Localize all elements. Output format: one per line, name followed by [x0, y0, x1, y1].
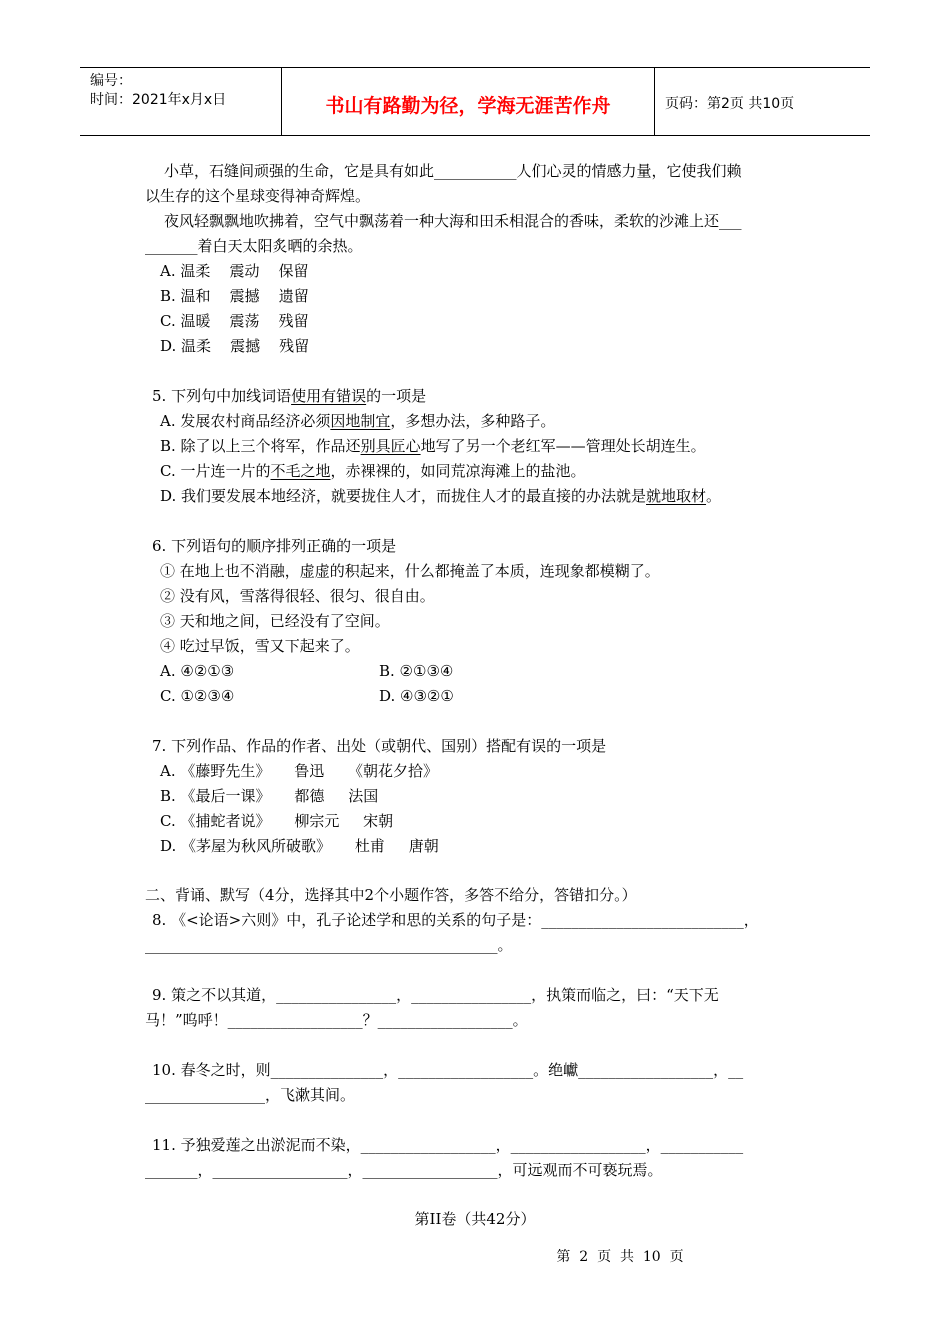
q4-option-c: C. 温暖 震荡 残留: [160, 312, 309, 330]
q6-item-2: ② 没有风，雪落得很轻、很匀、很自由。: [160, 587, 435, 605]
q6-stem: 6. 下列语句的顺序排列正确的一项是: [152, 537, 397, 555]
q6-option-a: A. ④②①③: [160, 662, 235, 680]
q7-option-b: B. 《最后一课》 都德 法国: [160, 787, 379, 805]
q8-line-2: _______________________________________________。: [145, 936, 513, 954]
q4-option-b: B. 温和 震撼 遗留: [160, 287, 309, 305]
q5-option-c: C. 一片连一片的不毛之地，赤裸裸的，如同荒凉海滩上的盐池。: [160, 462, 586, 480]
q10-line-2: ________________，飞漱其间。: [145, 1086, 356, 1104]
q7-option-c: C. 《捕蛇者说》 柳宗元 宋朝: [160, 812, 394, 830]
q7-option-a: A. 《藤野先生》 鲁迅 《朝花夕拾》: [160, 762, 439, 780]
q4-text-line-1: 小草，石缝间顽强的生命，它是具有如此___________人们心灵的情感力量，它使我们赖: [164, 162, 742, 180]
header-divider-left: [281, 67, 282, 135]
q5-option-b: B. 除了以上三个将军，作品还别具匠心地写了另一个老红军——管理处长胡连生。: [160, 437, 706, 455]
q4-option-d: D. 温柔 震撼 残留: [160, 337, 310, 355]
q4-text-line-2: 以生存的这个星球变得神奇辉煌。: [145, 187, 371, 205]
q5-option-a: A. 发展农村商品经济必须因地制宜，多想办法，多种路子。: [160, 412, 556, 430]
q8-line-1: 8. 《<论语>六则》中，孔子论述学和思的关系的句子是：___________________________，: [152, 911, 759, 929]
q6-option-c: C. ①②③④: [160, 687, 235, 705]
q6-item-3: ③ 天和地之间，已经没有了空间。: [160, 612, 390, 630]
q5-option-d: D. 我们要发展本地经济，就要拢住人才，而拢住人才的最直接的办法就是就地取材。: [160, 487, 722, 505]
q6-option-d: D. ④③②①: [379, 687, 454, 705]
q4-text-line-3: 夜风轻飘飘地吹拂着，空气中飘荡着一种大海和田禾相混合的香味，柔软的沙滩上还___: [164, 212, 742, 230]
document-number-label: 编号：: [90, 73, 132, 89]
header-bottom-rule: [80, 135, 870, 136]
header-motto: 书山有路勤为径，学海无涯苦作舟: [325, 95, 611, 117]
volume-2-title: 第II卷（共42分）: [414, 1210, 536, 1228]
q4-text-line-4: _______着白天太阳炙晒的余热。: [145, 237, 363, 255]
q11-line-1: 11. 予独爱莲之出淤泥而不染，__________________，__________________，___________: [152, 1136, 744, 1154]
q5-stem: 5. 下列句中加线词语使用有错误的一项是: [152, 387, 427, 405]
q9-line-1: 9. 策之不以其道，________________，________________，执策而临之，曰：“天下无: [152, 986, 719, 1004]
q6-item-4: ④ 吃过早饭，雪又下起来了。: [160, 637, 360, 655]
header-divider-right: [654, 67, 655, 135]
q6-option-b: B. ②①③④: [379, 662, 454, 680]
q10-line-1: 10. 春冬之时，则_______________，__________________。绝巘__________________，__: [152, 1061, 744, 1079]
q6-item-1: ① 在地上也不消融，虚虚的积起来，什么都掩盖了本质，连现象都模糊了。: [160, 562, 660, 580]
header-top-rule: [80, 67, 870, 68]
document-time-label: 时间：2021年x月x日: [90, 92, 227, 108]
header-page-info: 页码：第2页 共10页: [665, 96, 795, 112]
q7-stem: 7. 下列作品、作品的作者、出处（或朝代、国别）搭配有误的一项是: [152, 737, 607, 755]
q9-line-2: 马！”呜呼！__________________？__________________。: [145, 1011, 528, 1029]
section-2-heading: 二、背诵、默写（4分，选择其中2个小题作答，多答不给分，答错扣分。）: [145, 886, 637, 904]
q4-option-a: A. 温柔 震动 保留: [160, 262, 309, 280]
q11-line-2: _______，__________________，__________________，可远观而不可亵玩焉。: [145, 1161, 663, 1179]
q7-option-d: D. 《茅屋为秋风所破歌》 杜甫 唐朝: [160, 837, 439, 855]
page-footer: 第 2 页 共 10 页: [556, 1249, 684, 1265]
